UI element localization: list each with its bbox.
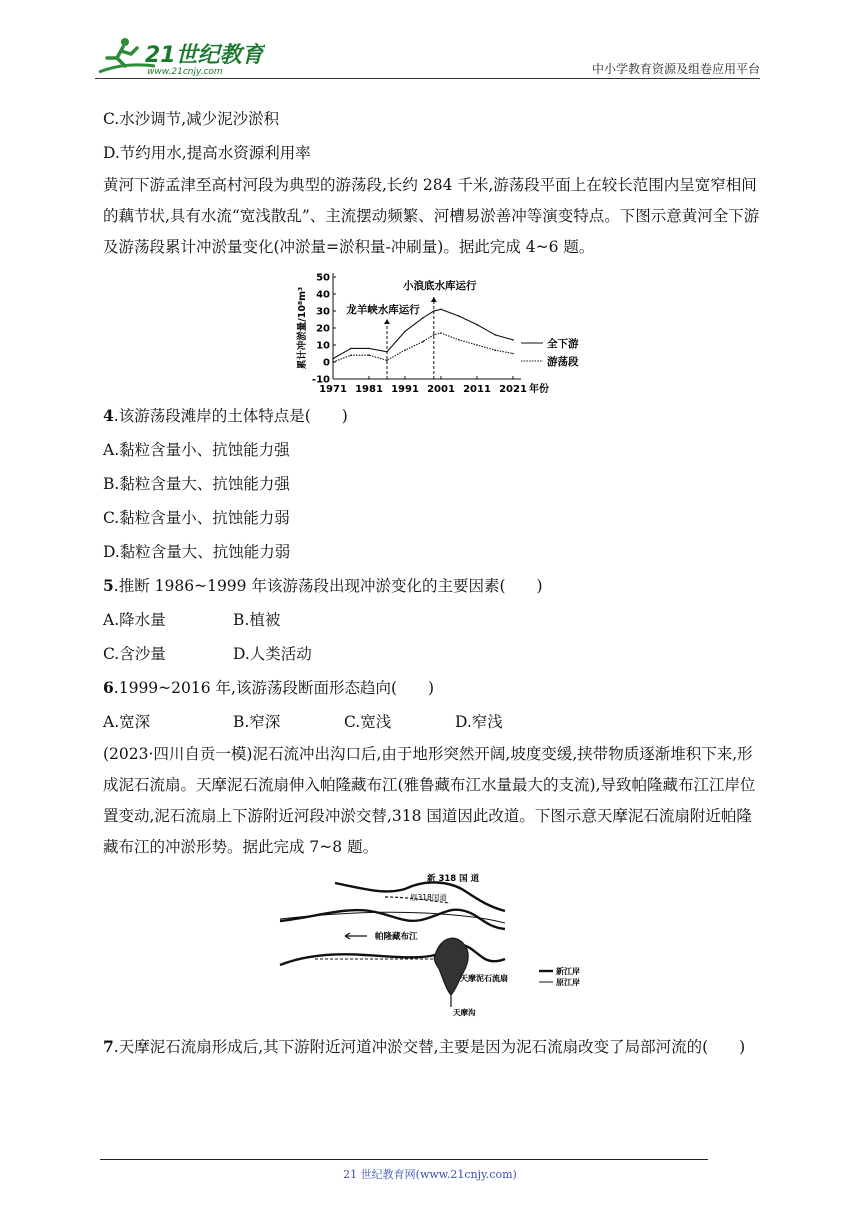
q6-option-a: A.宽深 (103, 713, 151, 731)
x-tick-label: 1991 (391, 384, 419, 395)
data-point (368, 348, 370, 350)
question-text: .1999~2016 年,该游荡段断面形态趋向( ) (113, 679, 435, 697)
annotation-label: 小浪底水库运行 (403, 280, 477, 292)
data-point (476, 324, 478, 326)
q5-option-b: B.植被 (233, 611, 281, 629)
question-number: 5 (103, 576, 114, 595)
intro-paragraph-2: (2023·四川自贡一模)泥石流冲出沟口后,由于地形突然开阔,坡度变缓,挟带物质逐渐堆积下来,形成泥石流扇。天摩泥石流扇伸入帕隆藏布江(雅鲁藏布江水量最大的支流),导致帕隆藏布江江岸位置变动,泥石流扇上下游附近河段冲淤交替,318 国道因此改道。下图示意天摩泥石流扇附近帕隆藏布江的冲淤形势。据此完成 7~8 题。 (103, 745, 756, 856)
legend-label: 全下游 (547, 338, 579, 350)
debris-fan-shape (434, 938, 468, 995)
sediment-chart-svg (275, 267, 605, 397)
gully-label: 天摩沟 (453, 1008, 476, 1017)
data-point (386, 360, 388, 362)
annotation-arrow-icon (431, 297, 437, 302)
data-point (422, 317, 424, 319)
q5-option-a: A.降水量 (103, 611, 166, 629)
q5-options-row-1 (103, 603, 763, 637)
old-road-label: 原318国道 (410, 893, 447, 902)
q4-option-a: A.黏粒含量小、抗蚀能力强 (103, 441, 290, 459)
logo-text: 21世纪教育 (145, 43, 264, 68)
question-number: 6 (103, 678, 114, 697)
y-axis-label: 累计冲淤量/10⁸m³ (297, 286, 308, 370)
y-tick-label: 30 (316, 306, 330, 318)
q4-option-d: D.黏粒含量大、抗蚀能力弱 (103, 543, 291, 561)
new-bank-south (280, 945, 505, 965)
data-point (350, 354, 352, 356)
data-point (332, 358, 334, 360)
river-label: 帕隆藏布江 (375, 932, 418, 942)
intro-paragraph-1: 黄河下游孟津至高村河段为典型的游荡段,长约 284 千米,游荡段平面上在较长范围内呈宽窄相间的藕节状,具有水流“宽浅散乱”、主流摆动频繁、河槽易淤善冲等演变特点。下图示意黄河全下游及游荡段累计冲淤量变化(冲淤量=淤积量-冲刷量)。据此完成 4~6 题。 (103, 176, 760, 256)
y-tick-label: 20 (316, 323, 330, 335)
logo-url: www.21cnjy.com (147, 67, 223, 77)
question-5 (103, 569, 763, 603)
page-header (95, 36, 760, 82)
prev-option-d: D.节约用水,提高水资源利用率 (103, 144, 311, 162)
document-body (103, 102, 763, 1063)
data-point (458, 315, 460, 317)
debris-fan-map (275, 867, 615, 1017)
q6-options-row (103, 705, 763, 739)
data-point (440, 332, 442, 334)
question-number: 4 (103, 406, 114, 425)
series-line-2 (333, 333, 513, 362)
data-point (368, 354, 370, 356)
question-text: .天摩泥石流扇形成后,其下游附近河道冲淤交替,主要是因为泥石流扇改变了局部河流的( ) (113, 1038, 746, 1056)
y-tick-label: 50 (316, 272, 330, 284)
flow-arrow-icon (345, 933, 367, 939)
footer-link[interactable]: 21 世纪教育网(www.21cnjy.com) (343, 1168, 517, 1181)
footer-divider (100, 1159, 708, 1160)
q5-options-row-2 (103, 637, 763, 671)
annotation-arrow-icon (384, 319, 390, 324)
prev-option-c: C.水沙调节,减少泥沙淤积 (103, 110, 280, 128)
y-tick-label: 10 (316, 340, 330, 352)
question-text: .该游荡段滩岸的土体特点是( ) (113, 407, 348, 425)
data-point (404, 331, 406, 333)
x-tick-label: 1971 (319, 384, 347, 395)
x-axis-label: 年份 (529, 384, 549, 395)
q5-option-c: C.含沙量 (103, 645, 166, 663)
data-point (440, 309, 442, 311)
header-slogan: 中小学教育资源及组卷应用平台 (591, 62, 760, 76)
data-point (350, 348, 352, 350)
q4-option-c: C.黏粒含量小、抗蚀能力弱 (103, 509, 290, 527)
legend-label: 游荡段 (547, 356, 579, 368)
data-point (512, 339, 514, 341)
site-logo (95, 36, 265, 78)
q6-option-b: B.窄深 (233, 713, 281, 731)
data-point (404, 349, 406, 351)
question-number: 7 (103, 1037, 114, 1056)
x-tick-label: 1981 (355, 384, 383, 395)
data-point (494, 334, 496, 336)
legend-new-bank: 新江岸 (556, 967, 580, 976)
q5-option-d: D.人类活动 (233, 645, 312, 663)
q4-option-b: B.黏粒含量大、抗蚀能力强 (103, 475, 290, 493)
legend-old-bank: 原江岸 (556, 978, 580, 987)
annotation-label: 龙羊峡水库运行 (346, 304, 420, 316)
question-7 (103, 1031, 763, 1063)
fan-label: 天摩泥石流扇 (460, 974, 508, 983)
x-tick-label: 2021 (499, 384, 527, 395)
x-tick-label: 2001 (427, 384, 455, 395)
q6-option-c: C.宽浅 (344, 713, 392, 731)
series-line-1 (333, 309, 513, 358)
data-point (458, 339, 460, 341)
question-6 (103, 671, 763, 705)
x-tick-label: 2011 (463, 384, 491, 395)
data-point (433, 334, 435, 336)
q6-option-d: D.窄浅 (455, 713, 503, 731)
data-point (422, 341, 424, 343)
sediment-chart (103, 267, 763, 397)
data-point (476, 344, 478, 346)
figure2-legend (539, 966, 580, 987)
question-4 (103, 399, 763, 433)
y-tick-label: -10 (311, 374, 330, 386)
new-road-label: 新 318 国 道 (427, 874, 480, 884)
data-point (332, 361, 334, 363)
header-divider (95, 78, 760, 79)
y-tick-label: 0 (323, 357, 330, 369)
data-point (494, 349, 496, 351)
question-text: .推断 1986~1999 年该游荡段出现冲淤变化的主要因素( ) (113, 577, 543, 595)
data-point (512, 353, 514, 355)
y-tick-label: 40 (316, 289, 330, 301)
debris-fan-figure (103, 867, 763, 1025)
